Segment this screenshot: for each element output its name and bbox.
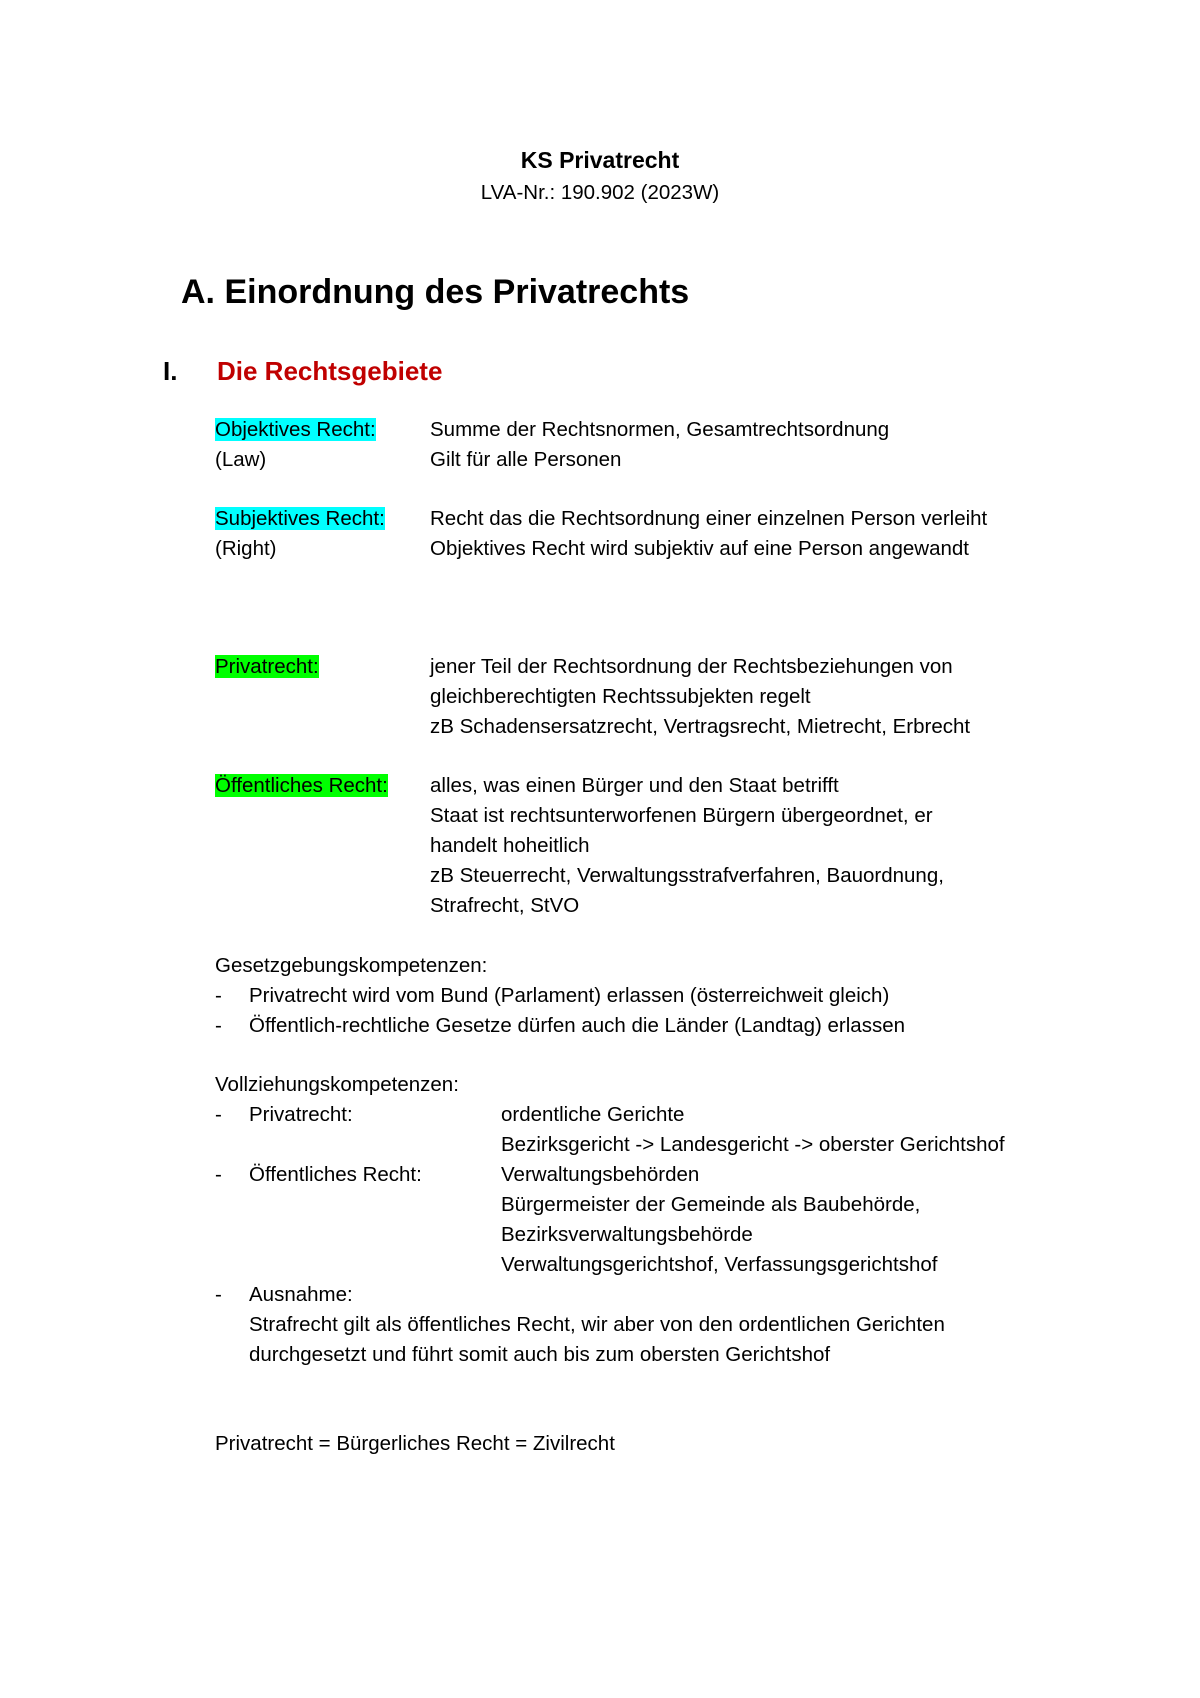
- term-highlight: Öffentliches Recht:: [215, 774, 388, 797]
- vollziehung-line: Verwaltungsgerichtshof, Verfassungsgerichtshof: [501, 1253, 938, 1276]
- term-highlight: Privatrecht:: [215, 655, 319, 678]
- term-subjektives-recht: [215, 504, 385, 534]
- vollziehung-line: Bürgermeister der Gemeinde als Baubehörde,: [501, 1193, 921, 1216]
- definition-line: Objektives Recht wird subjektiv auf eine Person angewandt: [430, 537, 969, 560]
- definition-line: Strafrecht, StVO: [430, 894, 580, 917]
- vollziehung-line: Bezirksverwaltungsbehörde: [501, 1223, 753, 1246]
- definition-line: jener Teil der Rechtsordnung der Rechtsbeziehungen von: [430, 655, 953, 678]
- list-item: Privatrecht wird vom Bund (Parlament) erlassen (österreichweit gleich): [249, 984, 890, 1007]
- list-item: Öffentlich-rechtliche Gesetze dürfen auch die Länder (Landtag) erlassen: [249, 1014, 906, 1037]
- term-subjektives-recht-en: (Right): [215, 537, 277, 560]
- subsection-heading: Die Rechtsgebiete: [217, 356, 443, 386]
- term-objektives-recht-en: (Law): [215, 448, 267, 471]
- vollziehung-line: Bezirksgericht -> Landesgericht -> oberster Gerichtshof: [501, 1133, 1005, 1156]
- definition-line: Gilt für alle Personen: [430, 448, 622, 471]
- document-title: KS Privatrecht: [520, 147, 680, 173]
- definition-line: Recht das die Rechtsordnung einer einzelnen Person verleiht: [430, 507, 988, 530]
- vollziehung-line: Verwaltungsbehörden: [501, 1163, 700, 1186]
- definition-line: zB Schadensersatzrecht, Vertragsrecht, Mietrecht, Erbrecht: [430, 715, 971, 738]
- definition-line: Staat ist rechtsunterworfenen Bürgern übergeordnet, er: [430, 804, 933, 827]
- definition-line: alles, was einen Bürger und den Staat betrifft: [430, 774, 839, 797]
- definition-line: Summe der Rechtsnormen, Gesamtrechtsordnung: [430, 418, 890, 441]
- gesetzgebung-heading: Gesetzgebungskompetenzen:: [215, 954, 488, 977]
- document-subtitle: LVA-Nr.: 190.902 (2023W): [480, 181, 720, 204]
- term-highlight: Objektives Recht:: [215, 418, 376, 441]
- term-highlight: Subjektives Recht:: [215, 507, 385, 530]
- list-bullet: -: [215, 1014, 222, 1037]
- definition-line: handelt hoheitlich: [430, 834, 590, 857]
- list-bullet: -: [215, 1103, 222, 1126]
- list-bullet: -: [215, 1283, 222, 1306]
- term-objektives-recht: [215, 415, 376, 445]
- vollziehung-heading: Vollziehungskompetenzen:: [215, 1073, 459, 1096]
- term-privatrecht: [215, 652, 319, 682]
- section-heading: A. Einordnung des Privatrechts: [181, 273, 690, 311]
- vollziehung-privat-label: Privatrecht:: [249, 1103, 353, 1126]
- list-bullet: -: [215, 984, 222, 1007]
- ausnahme-line: Strafrecht gilt als öffentliches Recht, wir aber von den ordentlichen Gerichten: [249, 1313, 945, 1336]
- list-bullet: -: [215, 1163, 222, 1186]
- ausnahme-line: durchgesetzt und führt somit auch bis zum obersten Gerichtshof: [249, 1343, 831, 1366]
- ausnahme-label: Ausnahme:: [249, 1283, 353, 1306]
- conclusion-line: Privatrecht = Bürgerliches Recht = Zivilrecht: [215, 1432, 615, 1455]
- subsection-number: I.: [163, 356, 178, 386]
- term-oeffentliches-recht: [215, 771, 388, 801]
- definition-line: zB Steuerrecht, Verwaltungsstrafverfahren, Bauordnung,: [430, 864, 944, 887]
- definition-line: gleichberechtigten Rechtssubjekten regelt: [430, 685, 811, 708]
- vollziehung-line: ordentliche Gerichte: [501, 1103, 685, 1126]
- vollziehung-oeffentlich-label: Öffentliches Recht:: [249, 1163, 422, 1186]
